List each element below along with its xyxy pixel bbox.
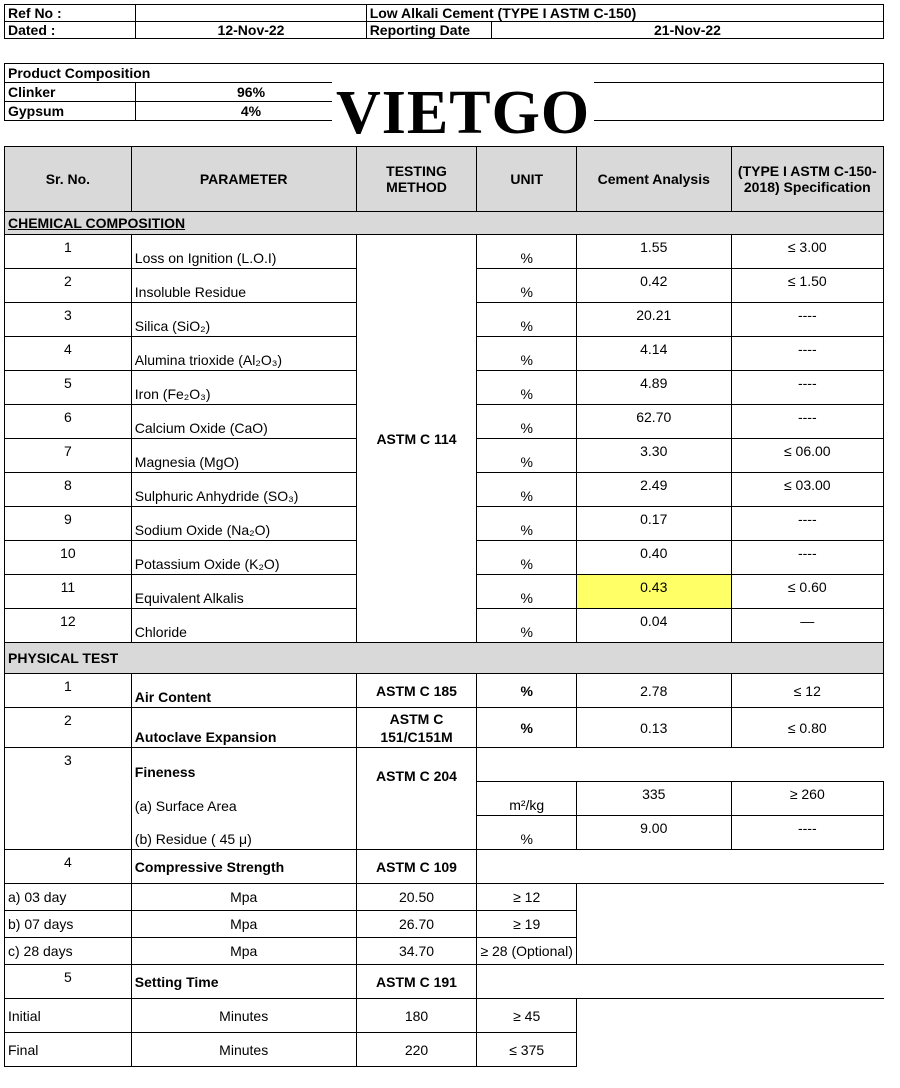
- analysis-cell: 0.40: [576, 541, 731, 575]
- param-cell: Initial: [5, 999, 132, 1033]
- param-cell: Loss on Ignition (L.O.I): [131, 235, 356, 269]
- param-cell: (a) Surface Area: [131, 782, 356, 816]
- param-cell: Insoluble Residue: [131, 269, 356, 303]
- param-cell: Setting Time: [131, 965, 356, 999]
- analysis-cell: 62.70: [576, 405, 731, 439]
- analysis-cell: 34.70: [356, 938, 477, 965]
- table-row: [5, 999, 884, 1033]
- unit-cell: %: [477, 708, 577, 748]
- analysis-cell: 335: [576, 782, 731, 816]
- spec-cell: ≤ 3.00: [731, 235, 883, 269]
- param-cell: Sulphuric Anhydride (SO₃): [131, 473, 356, 507]
- spec-cell: ≤ 06.00: [731, 439, 883, 473]
- gypsum-value: 4%: [136, 102, 366, 121]
- analysis-cell: 3.30: [576, 439, 731, 473]
- table-row: [5, 938, 884, 965]
- analysis-table: [4, 146, 884, 1067]
- param-cell: a) 03 day: [5, 884, 132, 911]
- analysis-cell: 220: [356, 1033, 477, 1067]
- spec-cell: ≤ 12: [731, 674, 883, 708]
- method-cell: ASTM C 204: [356, 748, 477, 850]
- param-cell: (b) Residue ( 45 μ): [131, 816, 356, 850]
- chemical-rows: [5, 235, 884, 643]
- unit-cell: %: [477, 303, 577, 337]
- param-cell: Compressive Strength: [131, 850, 356, 884]
- col-unit: UNIT: [477, 147, 577, 212]
- analysis-cell: 20.21: [576, 303, 731, 337]
- analysis-cell: 2.78: [576, 674, 731, 708]
- unit-cell: Mpa: [131, 884, 356, 911]
- spec-cell: ≤ 03.00: [731, 473, 883, 507]
- analysis-cell: 1.55: [576, 235, 731, 269]
- param-cell: Sodium Oxide (Na₂O): [131, 507, 356, 541]
- reporting-date-value: 21-Nov-22: [491, 22, 883, 39]
- unit-cell: %: [477, 575, 577, 609]
- param-cell: Alumina trioxide (Al₂O₃): [131, 337, 356, 371]
- unit-cell: Minutes: [131, 1033, 356, 1067]
- analysis-cell: 0.13: [576, 708, 731, 748]
- spec-cell: ≥ 28 (Optional): [477, 938, 577, 965]
- table-row: [5, 708, 884, 748]
- col-spec: (TYPE I ASTM C-150-2018) Specification: [731, 147, 883, 212]
- unit-cell: %: [477, 816, 577, 850]
- unit-cell: %: [477, 337, 577, 371]
- param-cell: Iron (Fe₂O₃): [131, 371, 356, 405]
- unit-cell: %: [477, 507, 577, 541]
- spec-cell: ≤ 0.80: [731, 708, 883, 748]
- unit-cell: m²/kg: [477, 782, 577, 816]
- spec-cell: ≥ 45: [477, 999, 577, 1033]
- spec-cell: ≤ 0.60: [731, 575, 883, 609]
- table-row: [5, 748, 884, 782]
- param-cell: c) 28 days: [5, 938, 132, 965]
- unit-cell: %: [477, 473, 577, 507]
- param-cell: Equivalent Alkalis: [131, 575, 356, 609]
- spec-cell: ≥ 19: [477, 911, 577, 938]
- analysis-cell: 0.04: [576, 609, 731, 643]
- col-parameter: PARAMETER: [131, 147, 356, 212]
- param-cell: Chloride: [131, 609, 356, 643]
- table-row: [5, 674, 884, 708]
- analysis-cell: 20.50: [356, 884, 477, 911]
- gypsum-label: Gypsum: [5, 102, 136, 121]
- param-cell: Fineness: [131, 748, 356, 782]
- clinker-value: 96%: [136, 83, 366, 102]
- spec-cell: ----: [731, 371, 883, 405]
- product-title: Low Alkali Cement (TYPE I ASTM C-150): [366, 5, 883, 22]
- method-cell: ASTM C 151/C151M: [356, 708, 477, 748]
- spec-cell: ----: [731, 337, 883, 371]
- table-row: [5, 965, 884, 999]
- spec-cell: ----: [731, 303, 883, 337]
- spec-cell: ----: [731, 405, 883, 439]
- spec-cell: ----: [731, 541, 883, 575]
- analysis-cell: 0.42: [576, 269, 731, 303]
- vietgo-watermark: VIETGO: [332, 80, 594, 146]
- spec-cell: ≥ 12: [477, 884, 577, 911]
- table-row: [5, 1033, 884, 1067]
- method-cell: ASTM C 109: [356, 850, 477, 884]
- analysis-cell: 180: [356, 999, 477, 1033]
- unit-cell: %: [477, 269, 577, 303]
- analysis-cell: 0.17: [576, 507, 731, 541]
- unit-cell: Minutes: [131, 999, 356, 1033]
- setting-rows: [5, 999, 884, 1067]
- dated-label: Dated :: [5, 22, 136, 39]
- col-sr: Sr. No.: [5, 147, 132, 212]
- method-cell: ASTM C 191: [356, 965, 477, 999]
- unit-cell: Mpa: [131, 911, 356, 938]
- unit-cell: %: [477, 235, 577, 269]
- sr-cell: 6: [5, 405, 132, 439]
- chemical-section-title: CHEMICAL COMPOSITION: [8, 215, 186, 231]
- spec-cell: ≥ 260: [731, 782, 883, 816]
- analysis-cell: 9.00: [576, 816, 731, 850]
- sr-cell: 1: [5, 674, 132, 708]
- analysis-cell: 26.70: [356, 911, 477, 938]
- param-cell: Magnesia (MgO): [131, 439, 356, 473]
- param-cell: b) 07 days: [5, 911, 132, 938]
- param-cell: Silica (SiO₂): [131, 303, 356, 337]
- param-cell: Final: [5, 1033, 132, 1067]
- sr-cell: 12: [5, 609, 132, 643]
- analysis-cell: 0.43: [576, 575, 731, 609]
- unit-cell: %: [477, 405, 577, 439]
- table-row: [5, 850, 884, 884]
- method-cell: ASTM C 114: [356, 235, 477, 643]
- compressive-rows: [5, 884, 884, 965]
- param-cell: Potassium Oxide (K₂O): [131, 541, 356, 575]
- analysis-cell: 2.49: [576, 473, 731, 507]
- sr-cell: 1: [5, 235, 132, 269]
- dated-value: 12-Nov-22: [136, 22, 366, 39]
- analysis-cell: 4.14: [576, 337, 731, 371]
- reporting-date-label: Reporting Date: [366, 22, 491, 39]
- table-row: [5, 235, 884, 269]
- sr-cell: 5: [5, 965, 132, 999]
- sr-cell: 7: [5, 439, 132, 473]
- spec-cell: ----: [731, 507, 883, 541]
- sr-cell: 5: [5, 371, 132, 405]
- sr-cell: 10: [5, 541, 132, 575]
- sr-cell: 3: [5, 748, 132, 850]
- composition-title: Product Composition: [5, 64, 884, 83]
- physical-section-title: PHYSICAL TEST: [5, 643, 884, 674]
- param-cell: Autoclave Expansion: [131, 708, 356, 748]
- sr-cell: 11: [5, 575, 132, 609]
- sr-cell: 2: [5, 708, 132, 748]
- col-method: TESTING METHOD: [356, 147, 477, 212]
- param-cell: Air Content: [131, 674, 356, 708]
- sr-cell: 4: [5, 850, 132, 884]
- ref-label: Ref No :: [5, 5, 136, 22]
- spec-cell: ≤ 1.50: [731, 269, 883, 303]
- unit-cell: %: [477, 609, 577, 643]
- sr-cell: 2: [5, 269, 132, 303]
- table-row: [5, 884, 884, 911]
- sr-cell: 9: [5, 507, 132, 541]
- unit-cell: %: [477, 371, 577, 405]
- table-row: [5, 911, 884, 938]
- analysis-cell: 4.89: [576, 371, 731, 405]
- unit-cell: %: [477, 674, 577, 708]
- unit-cell: %: [477, 541, 577, 575]
- method-cell: ASTM C 185: [356, 674, 477, 708]
- spec-cell: ≤ 375: [477, 1033, 577, 1067]
- unit-cell: Mpa: [131, 938, 356, 965]
- ref-value: [136, 5, 366, 22]
- param-cell: Calcium Oxide (CaO): [131, 405, 356, 439]
- sr-cell: 3: [5, 303, 132, 337]
- sr-cell: 4: [5, 337, 132, 371]
- col-analysis: Cement Analysis: [576, 147, 731, 212]
- clinker-label: Clinker: [5, 83, 136, 102]
- report-header: [4, 4, 884, 39]
- spec-cell: ----: [731, 816, 883, 850]
- unit-cell: %: [477, 439, 577, 473]
- spec-cell: —: [731, 609, 883, 643]
- sr-cell: 8: [5, 473, 132, 507]
